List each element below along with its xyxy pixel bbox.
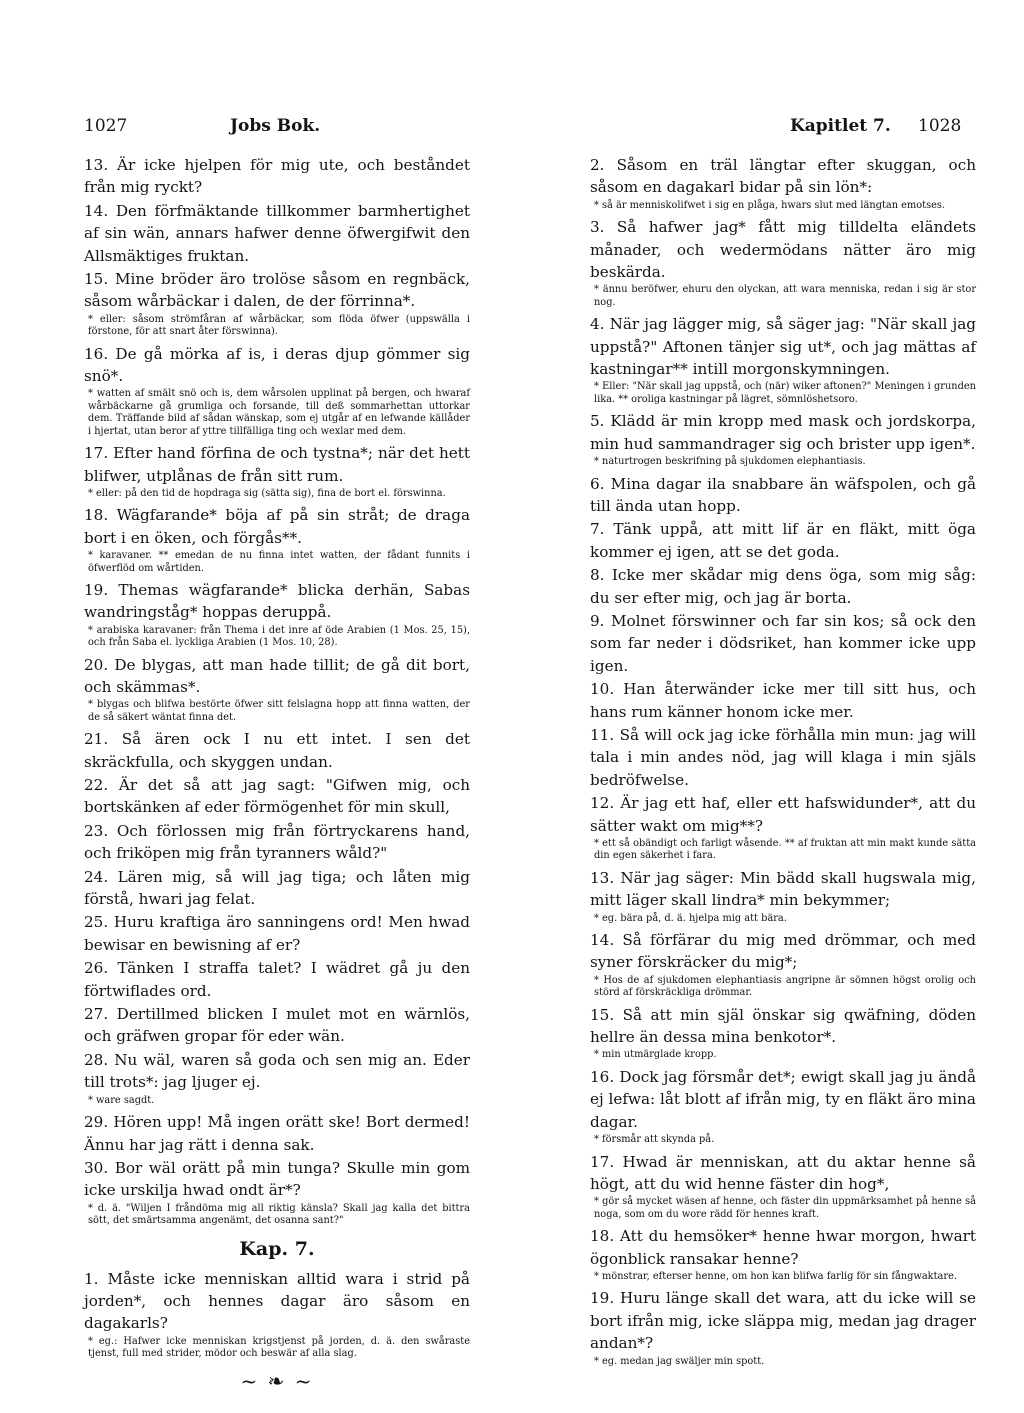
verse: 27. Dertillmed blicken I mulet mot en wärnlös, och gräfwen gropar för eder wän. <box>84 1005 470 1046</box>
right-column <box>590 154 976 1372</box>
footnote: * Hos de af sjukdomen elephantiasis angripne är sömnen högst orolig och störd af förskräckliga drömmar. <box>594 974 976 999</box>
verse: 5. Klädd är min kropp med mask och jordskorpa, min hud sammandrager sig och brister upp igen*. <box>590 412 976 453</box>
footnote: * blygas och blifwa bestörte öfwer sitt felslagna hopp att finna watten, der de så säkert wäntat finna det. <box>88 699 470 723</box>
footnote: * d. ä. "Wiljen I fråndöma mig all riktig känsla? Skall jag kalla det bittra sött, det smärtsamma angenämt, det osanna sant?" <box>88 1202 470 1227</box>
verse: 9. Molnet förswinner och far sin kos; så ock den som far neder i dödsriket, han kommer icke upp igen. <box>590 611 976 675</box>
footnote: * Eller: "När skall jag uppstå, och (när) wiker aftonen?" Meningen i grunden lika. ** oroliga kastningar på lägret, sömnlöshetsoro. <box>594 381 976 405</box>
verse: 4. När jag lägger mig, så säger jag: "När skall jag uppstå?" Aftonen tänjer sig ut*, och jag mättas af kastningar** intill morgonskymningen. <box>590 315 976 379</box>
right-page-number: 1028 <box>918 116 962 136</box>
verse: 21. Så ären ock I nu ett intet. I sen det skräckfulla, och skyggen undan. <box>84 730 470 771</box>
footnote: * eller: såsom strömfåran af wårbäckar, som flöda öfwer (uppswälla i förstone, för att snart åter förswinna). <box>88 313 470 338</box>
verse: 10. Han återwänder icke mer till sitt hus, och hans rum känner honom icke mer. <box>590 680 976 721</box>
ornament: ~ ❧ ~ <box>240 1368 314 1393</box>
left-page-number: 1027 <box>84 116 128 136</box>
verse: 17. Efter hand förfina de och tystna*; när det hett blifwer, utplånas de från sitt rum. <box>84 444 470 485</box>
verse: 22. Är det så att jag sagt: "Gifwen mig, och bortskänken af eder förmögenhet för min skull, <box>84 776 470 817</box>
footnote: * karavaner. ** emedan de nu finna intet watten, der fådant funnits i öfwerflöd om wårtiden. <box>88 550 470 574</box>
verse: 14. Så förfärar du mig med drömmar, och med syner förskräcker du mig*; <box>590 931 976 972</box>
verse: 7. Tänk uppå, att mitt lif är en fläkt, mitt öga kommer ej igen, att se det goda. <box>590 520 976 561</box>
verse: 26. Tänken I straffa talet? I wädret gå ju den förtwiflades ord. <box>84 959 470 1000</box>
chapter-heading: Kap. 7. <box>239 1237 315 1260</box>
footnote: * försmår att skynda på. <box>594 1134 715 1146</box>
footnote: * ett så obändigt och farligt wåsende. ** af fruktan att min makt kunde sätta din egen säkerhet i fara. <box>594 838 976 862</box>
verse: 15. Mine bröder äro trolöse såsom en regnbäck, såsom wårbäckar i dalen, de der förrinna*. <box>84 270 470 311</box>
verse: 20. De blygas, att man hade tillit; de gå dit bort, och skämmas*. <box>84 655 470 696</box>
footnote: * naturtrogen beskrifning på sjukdomen elephantiasis. <box>594 456 866 468</box>
footnote: * eg. medan jag swäljer min spott. <box>594 1355 765 1367</box>
verse: 3. Så hafwer jag* fått mig tilldelta eländets månader, och wedermödans nätter äro mig beskärda. <box>590 218 976 282</box>
verse: 16. De gå mörka af is, i deras djup gömmer sig snö*. <box>84 344 470 386</box>
left-running-title: Jobs Bok. <box>230 116 321 136</box>
footnote: * ware sagdt. <box>88 1094 155 1106</box>
footnote: * watten af smält snö och is, dem wårsolen upplinat på bergen, och hwaraf wårbäckarne gå grumliga och forsande, till deß sommarhettan uttorkar dem. Träffande bild af sådan wänskap, som ej utgår af en lefwande källåder i hjertat, utan beror af yttre tillfälliga ting och wexlar med dem. <box>88 388 470 437</box>
verse: 2. Såsom en träl längtar efter skuggan, och såsom en dagakarl bidar på sin lön*: <box>590 156 976 197</box>
footnote: * min utmärglade kropp. <box>594 1049 717 1061</box>
verse: 18. Att du hemsöker* henne hwar morgon, hwart ögonblick ransakar henne? <box>590 1227 976 1268</box>
verse: 30. Bor wäl orätt på min tunga? Skulle min gom icke urskilja hwad ondt är*? <box>84 1158 470 1200</box>
right-running-title: Kapitlet 7. <box>790 116 891 136</box>
verse: 25. Huru kraftiga äro sanningens ord! Men hwad bewisar en bewisning af er? <box>84 913 470 954</box>
verse: 17. Hwad är menniskan, att du aktar henne så högt, att du wid henne fäster din hog*, <box>590 1152 976 1193</box>
verse: 1. Måste icke menniskan alltid wara i strid på jorden*, och hennes dagar äro såsom en dagakarls? <box>84 1269 470 1333</box>
verse: 15. Så att min själ önskar sig qwäfning, döden hellre än dessa mina benkotor*. <box>590 1005 976 1047</box>
verse: 13. När jag säger: Min bädd skall hugswala mig, mitt läger skall lindra* min bekymmer; <box>590 868 976 910</box>
footnote: * eller: på den tid de hopdraga sig (sätta sig), fina de bort el. förswinna. <box>88 487 446 499</box>
verse: 18. Wägfarande* böja af på sin stråt; de draga bort i en öken, och förgås**. <box>84 506 470 547</box>
footnote: * ännu beröfwer, ehuru den olyckan, att wara menniska, redan i sig är stor nog. <box>594 284 976 308</box>
footnote: * gör så mycket wäsen af henne, och fäster din uppmärksamhet på henne så noga, som om du wore rädd för hennes kraft. <box>594 1196 976 1220</box>
verse: 14. Den förfmäktande tillkommer barmhertighet af sin wän, annars hafwer denne öfwergifwit den Allsmäktiges fruktan. <box>84 201 470 265</box>
verse: 24. Lären mig, så will jag tiga; och låten mig förstå, hwari jag felat. <box>84 867 470 909</box>
verse: 19. Themas wägfarande* blicka derhän, Sabas wandringståg* hoppas deruppå. <box>84 580 470 622</box>
footnote: * arabiska karavaner: från Thema i det inre af öde Arabien (1 Mos. 25, 15), och från Saba el. lyckliga Arabien (1 Mos. 10, 28). <box>88 624 470 649</box>
verse: 28. Nu wäl, waren så goda och sen mig an. Eder till trots*: jag ljuger ej. <box>84 1050 470 1092</box>
left-column <box>84 154 470 1413</box>
footnote: * eg.: Hafwer icke menniskan krigstjenst på jorden, d. ä. den swåraste tjenst, full med strider, mödor och beswär af alla slag. <box>88 1335 470 1360</box>
verse: 13. Är icke hjelpen för mig ute, och beståndet från mig ryckt? <box>84 156 470 197</box>
footnote: * så är menniskolifwet i sig en plåga, hwars slut med längtan emotses. <box>594 199 946 211</box>
verse: 16. Dock jag försmår det*; ewigt skall jag ju ändå ej lefwa: låt blott af ifrån mig, ty en fläkt äro mina dagar. <box>590 1067 976 1131</box>
footnote: * eg. bära på, d. ä. hjelpa mig att bära. <box>594 912 787 924</box>
verse: 19. Huru länge skall det wara, att du icke will se bort ifrån mig, icke släppa mig, medan jag drager andan*? <box>590 1289 976 1353</box>
verse: 11. Så will ock jag icke förhålla min mun: jag will tala i min andes nöd, jag will klaga i min själs bedröfwelse. <box>590 725 976 789</box>
verse: 12. Är jag ett haf, eller ett hafswidunder*, att du sätter wakt om mig**? <box>590 794 976 835</box>
verse: 6. Mina dagar ila snabbare än wäfspolen, och gå till ända utan hopp. <box>590 474 976 515</box>
verse: 29. Hören upp! Må ingen orätt ske! Bort dermed! Ännu har jag rätt i denna sak. <box>84 1113 470 1154</box>
footnote: * mönstrar, efterser henne, om hon kan blifwa farlig för sin fångwaktare. <box>594 1270 957 1282</box>
verse: 8. Icke mer skådar mig dens öga, som mig såg: du ser efter mig, och jag är borta. <box>590 566 976 607</box>
verse: 23. Och förlossen mig från förtryckarens hand, och friköpen mig från tyranners wåld?" <box>84 821 470 863</box>
